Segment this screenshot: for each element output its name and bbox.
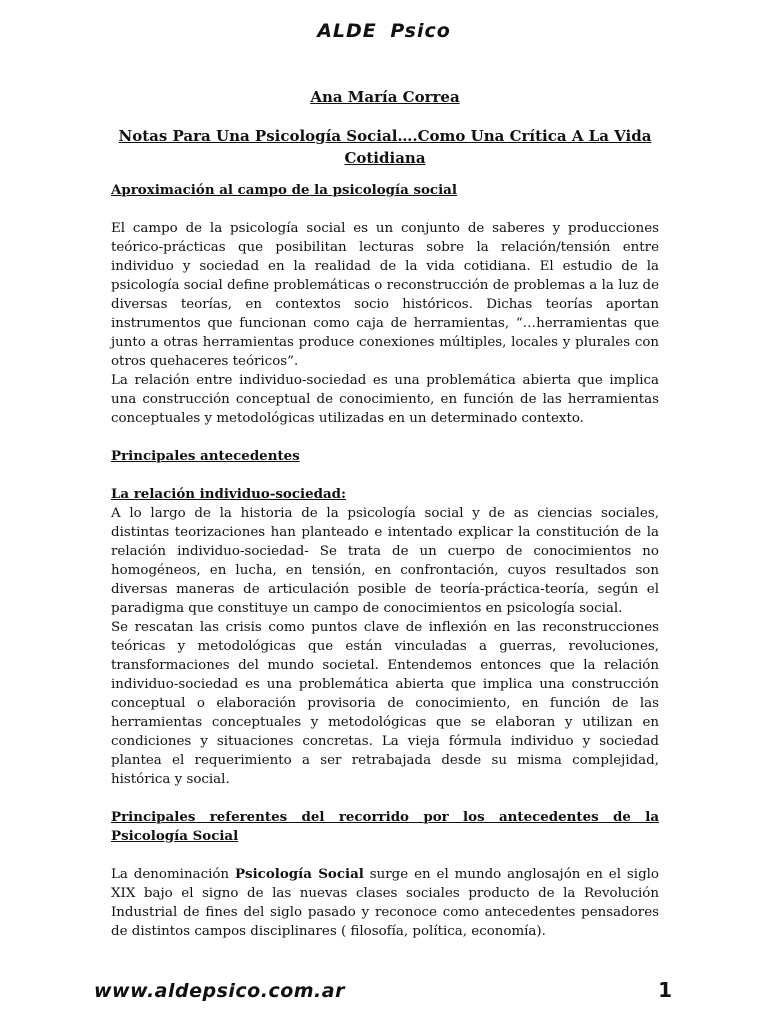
- spacer: [111, 846, 659, 865]
- site-logo-header: ALDE Psico: [317, 20, 451, 42]
- document-body: [111, 88, 659, 941]
- section-heading-aproximacion: Aproximación al campo de la psicología social: [111, 182, 457, 198]
- paragraph-text: La denominación: [111, 867, 235, 882]
- paragraph: Se rescatan las crisis como puntos clave de inflexión en las reconstrucciones teóricas y metodológicas que están vinculadas a guerras, revoluciones, transformaciones del mundo societal. Entendemos entonces que la relación individuo-sociedad es una problemática abierta que implica una construcción conceptual o elaboración provisoria de conocimiento, en función de las herramientas conceptuales y metodológicas que se elaboran y utilizan en condiciones y situaciones concretas. La vieja fórmula individuo y sociedad plantea el requerimiento a ser retrabajada desde su misma complejidad, histórica y social.: [111, 620, 659, 787]
- document-title: Notas Para Una Psicología Social….Como Una Crítica A La Vida Cotidiana: [118, 127, 652, 167]
- spacer: [111, 789, 659, 808]
- spacer: [111, 200, 659, 219]
- page-number: 1: [658, 978, 672, 1002]
- spacer: [111, 466, 659, 485]
- subsection-heading-relacion: La relación individuo-sociedad:: [111, 486, 346, 502]
- paragraph: El campo de la psicología social es un conjunto de saberes y producciones teórico-prácticas que posibilitan lecturas sobre la relación/tensión entre individuo y sociedad en la realidad de la vida cotidiana. El estudio de la psicología social define problemáticas o reconstrucción de problemas a la luz de diversas teorías, en contextos socio históricos. Dichas teorías aportan instrumentos que funcionan como caja de herramientas, “…herramientas que junto a otras herramientas produce conexiones múltiples, locales y plurales con otros quehaceres teóricos”.: [111, 221, 659, 369]
- section-heading-antecedentes: Principales antecedentes: [111, 448, 300, 464]
- paragraph: La relación entre individuo-sociedad es una problemática abierta que implica una construcción conceptual de conocimiento, en función de las herramientas conceptuales y metodológicas utilizadas en un determinado contexto.: [111, 373, 659, 426]
- paragraph: A lo largo de la historia de la psicología social y de as ciencias sociales, distintas teorizaciones han planteado e intentado explicar la constitución de la relación individuo-sociedad- Se trata de un cuerpo de conocimientos no homogéneos, en lucha, en tensión, en confrontación, cuyos resultados son diversas maneras de articulación posible de teoría-práctica-teoría, según el paradigma que constituye un campo de conocimientos en psicología social.: [111, 506, 659, 616]
- section-heading-referentes: Principales referentes del recorrido por los antecedentes de la Psicología Social: [111, 809, 659, 844]
- emphasis-term: Psicología Social: [234, 866, 364, 882]
- spacer: [111, 428, 659, 447]
- footer-website-link[interactable]: www.aldepsico.com.ar: [94, 980, 345, 1002]
- author-name: Ana María Correa: [310, 88, 460, 106]
- paragraph: [111, 865, 659, 941]
- paragraph-text: surge en el mundo anglosajón en el siglo XIX bajo el signo de las nuevas clases sociales producto de la Revolución Industrial de fines del siglo pasado y reconoce como antecedentes pensadores de distintos campos disciplinares ( filosofía, política, economía).: [111, 867, 659, 939]
